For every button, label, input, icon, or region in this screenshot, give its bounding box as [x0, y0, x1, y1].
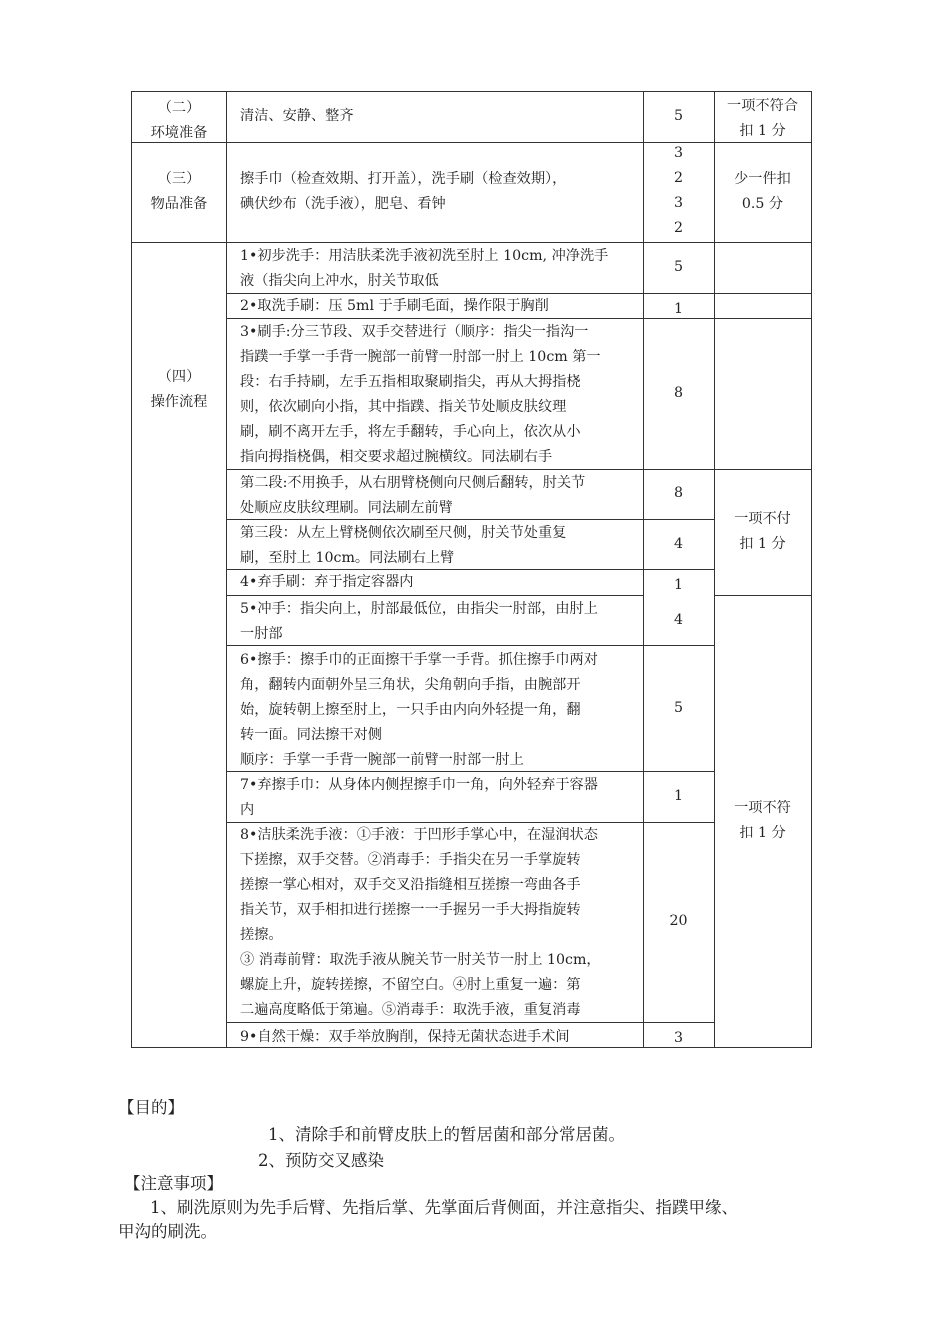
row-content-step1: 1•初步洗手：用洁肤柔洗手液初洗至肘上 10cm, 冲净洗手 液（指尖向上冲水，肘关节取低 — [240, 248, 609, 289]
row-score: 4 — [673, 536, 684, 552]
purpose-item: 2、预防交叉感染 — [258, 1151, 384, 1170]
section-label-procedure: （四） 操作流程 — [150, 369, 208, 410]
notes-line: 甲沟的刷洗。 — [118, 1222, 217, 1241]
row-content-step7: 7•弃擦手巾：从身体内侧捏擦手巾一角，向外轻弃于容器 内 — [240, 777, 598, 818]
row-score: 20 — [669, 913, 688, 929]
notes-line: 1、刷洗原则为先手后臂、先指后掌、先掌面后背侧面，并注意指尖、指蹼甲缘、 — [150, 1198, 738, 1217]
row-content-step4: 4•弃手刷：弃于指定容器内 — [240, 574, 414, 590]
remark-items: 少一件扣 0.5 分 — [734, 171, 791, 212]
row-score: 5 — [673, 700, 684, 716]
row-content-step8: 8•洁肤柔洗手液：①手液：于凹形手掌心中，在湿润状态 下搓擦，双手交替。②消毒手：手指尖在另一手掌旋转 搓擦一掌心相对，双手交叉沿指缝相互搓擦一弯曲各手 指关节，双手相扣进行搓擦一一手握另一手大拇指旋转 搓擦。 ③ 消毒前臂：取洗手液从腕关节一肘关节一肘上 10cm， 螺旋上升，旋转搓擦，不留空白。④肘上重复一遍：第 二遍高度略低于第遍。⑤消毒手：取洗手液，重复消毒 — [240, 827, 601, 1018]
section-label-environment: （二） 环境准备 — [150, 100, 208, 141]
row-score: 3 2 3 2 — [673, 145, 684, 236]
row-content-step9: 9•自然干燥：双手举放胸削，保持无菌状态进手术间 — [240, 1029, 570, 1045]
row-content-env: 清洁、安静、整齐 — [240, 108, 354, 124]
row-content-step2: 2•取洗手刷：压 5ml 于手刷毛面，操作限于胸削 — [240, 298, 549, 314]
row-content-step3: 3•刷手:分三节段、双手交替进行（顺序：指尖一指沟一 指蹼一手掌一手背一腕部一前臂一肘部一肘上 10cm 第一 段：右手持刷，左手五指相取聚刷指尖，再从大拇指桡 则，依次刷向小指，其中指蹼、指关节处顺皮肤纹理 刷，刷不离开左手，将左手翻转，手心向上，依次从小 指向拇指桡偶，相交要求超过腕横纹。同法刷右手 — [240, 324, 601, 465]
row-score: 4 — [673, 612, 684, 628]
row-score: 1 — [673, 301, 684, 317]
row-content-step6: 6•擦手：擦手巾的正面擦干手掌一手背。抓住擦手巾两对 角，翻转内面朝外呈三角状，尖角朝向手指，由腕部开 始，旋转朝上擦至肘上，一只手由内向外轻提一角，翻 转一面。同法擦干对侧 顺序：手掌一手背一腕部一前臂一肘部一肘上 — [240, 652, 598, 768]
row-content-step5: 5•冲手：指尖向上，肘部最低位，由指尖一肘部，由肘上 一肘部 — [240, 601, 598, 642]
row-score: 1 — [673, 577, 684, 593]
row-score: 5 — [673, 259, 684, 275]
row-score: 3 — [673, 1030, 684, 1046]
notes-heading: 【注意事项】 — [124, 1174, 223, 1193]
row-content-items: 擦手巾（检查效期、打开盖），洗手刷（检查效期）， 碘伏纱布（洗手液），肥皂、看钟 — [240, 171, 567, 212]
remark-drying: 一项不符 扣 1 分 — [734, 800, 791, 841]
purpose-heading: 【目的】 — [118, 1098, 184, 1117]
remark-env: 一项不符合 扣 1 分 — [727, 98, 798, 139]
row-score: 1 — [673, 788, 684, 804]
row-content-stage3: 第三段：从左上臂桡侧依次刷至尺侧，肘关节处重复 刷，至肘上 10cm。同法刷右上臂 — [240, 525, 567, 566]
row-score: 8 — [673, 485, 684, 501]
purpose-item: 1、清除手和前臂皮肤上的暂居菌和部分常居菌。 — [268, 1125, 625, 1144]
row-score: 5 — [673, 108, 684, 124]
remark-stages: 一项不付 扣 1 分 — [734, 511, 791, 552]
row-score: 8 — [673, 385, 684, 401]
section-label-items: （三） 物品准备 — [150, 171, 208, 212]
row-content-stage2: 第二段:不用换手，从右朋臂桡侧向尺侧后翻转，肘关节 处顺应皮肤纹理刷。同法刷左前臂 — [240, 475, 586, 516]
